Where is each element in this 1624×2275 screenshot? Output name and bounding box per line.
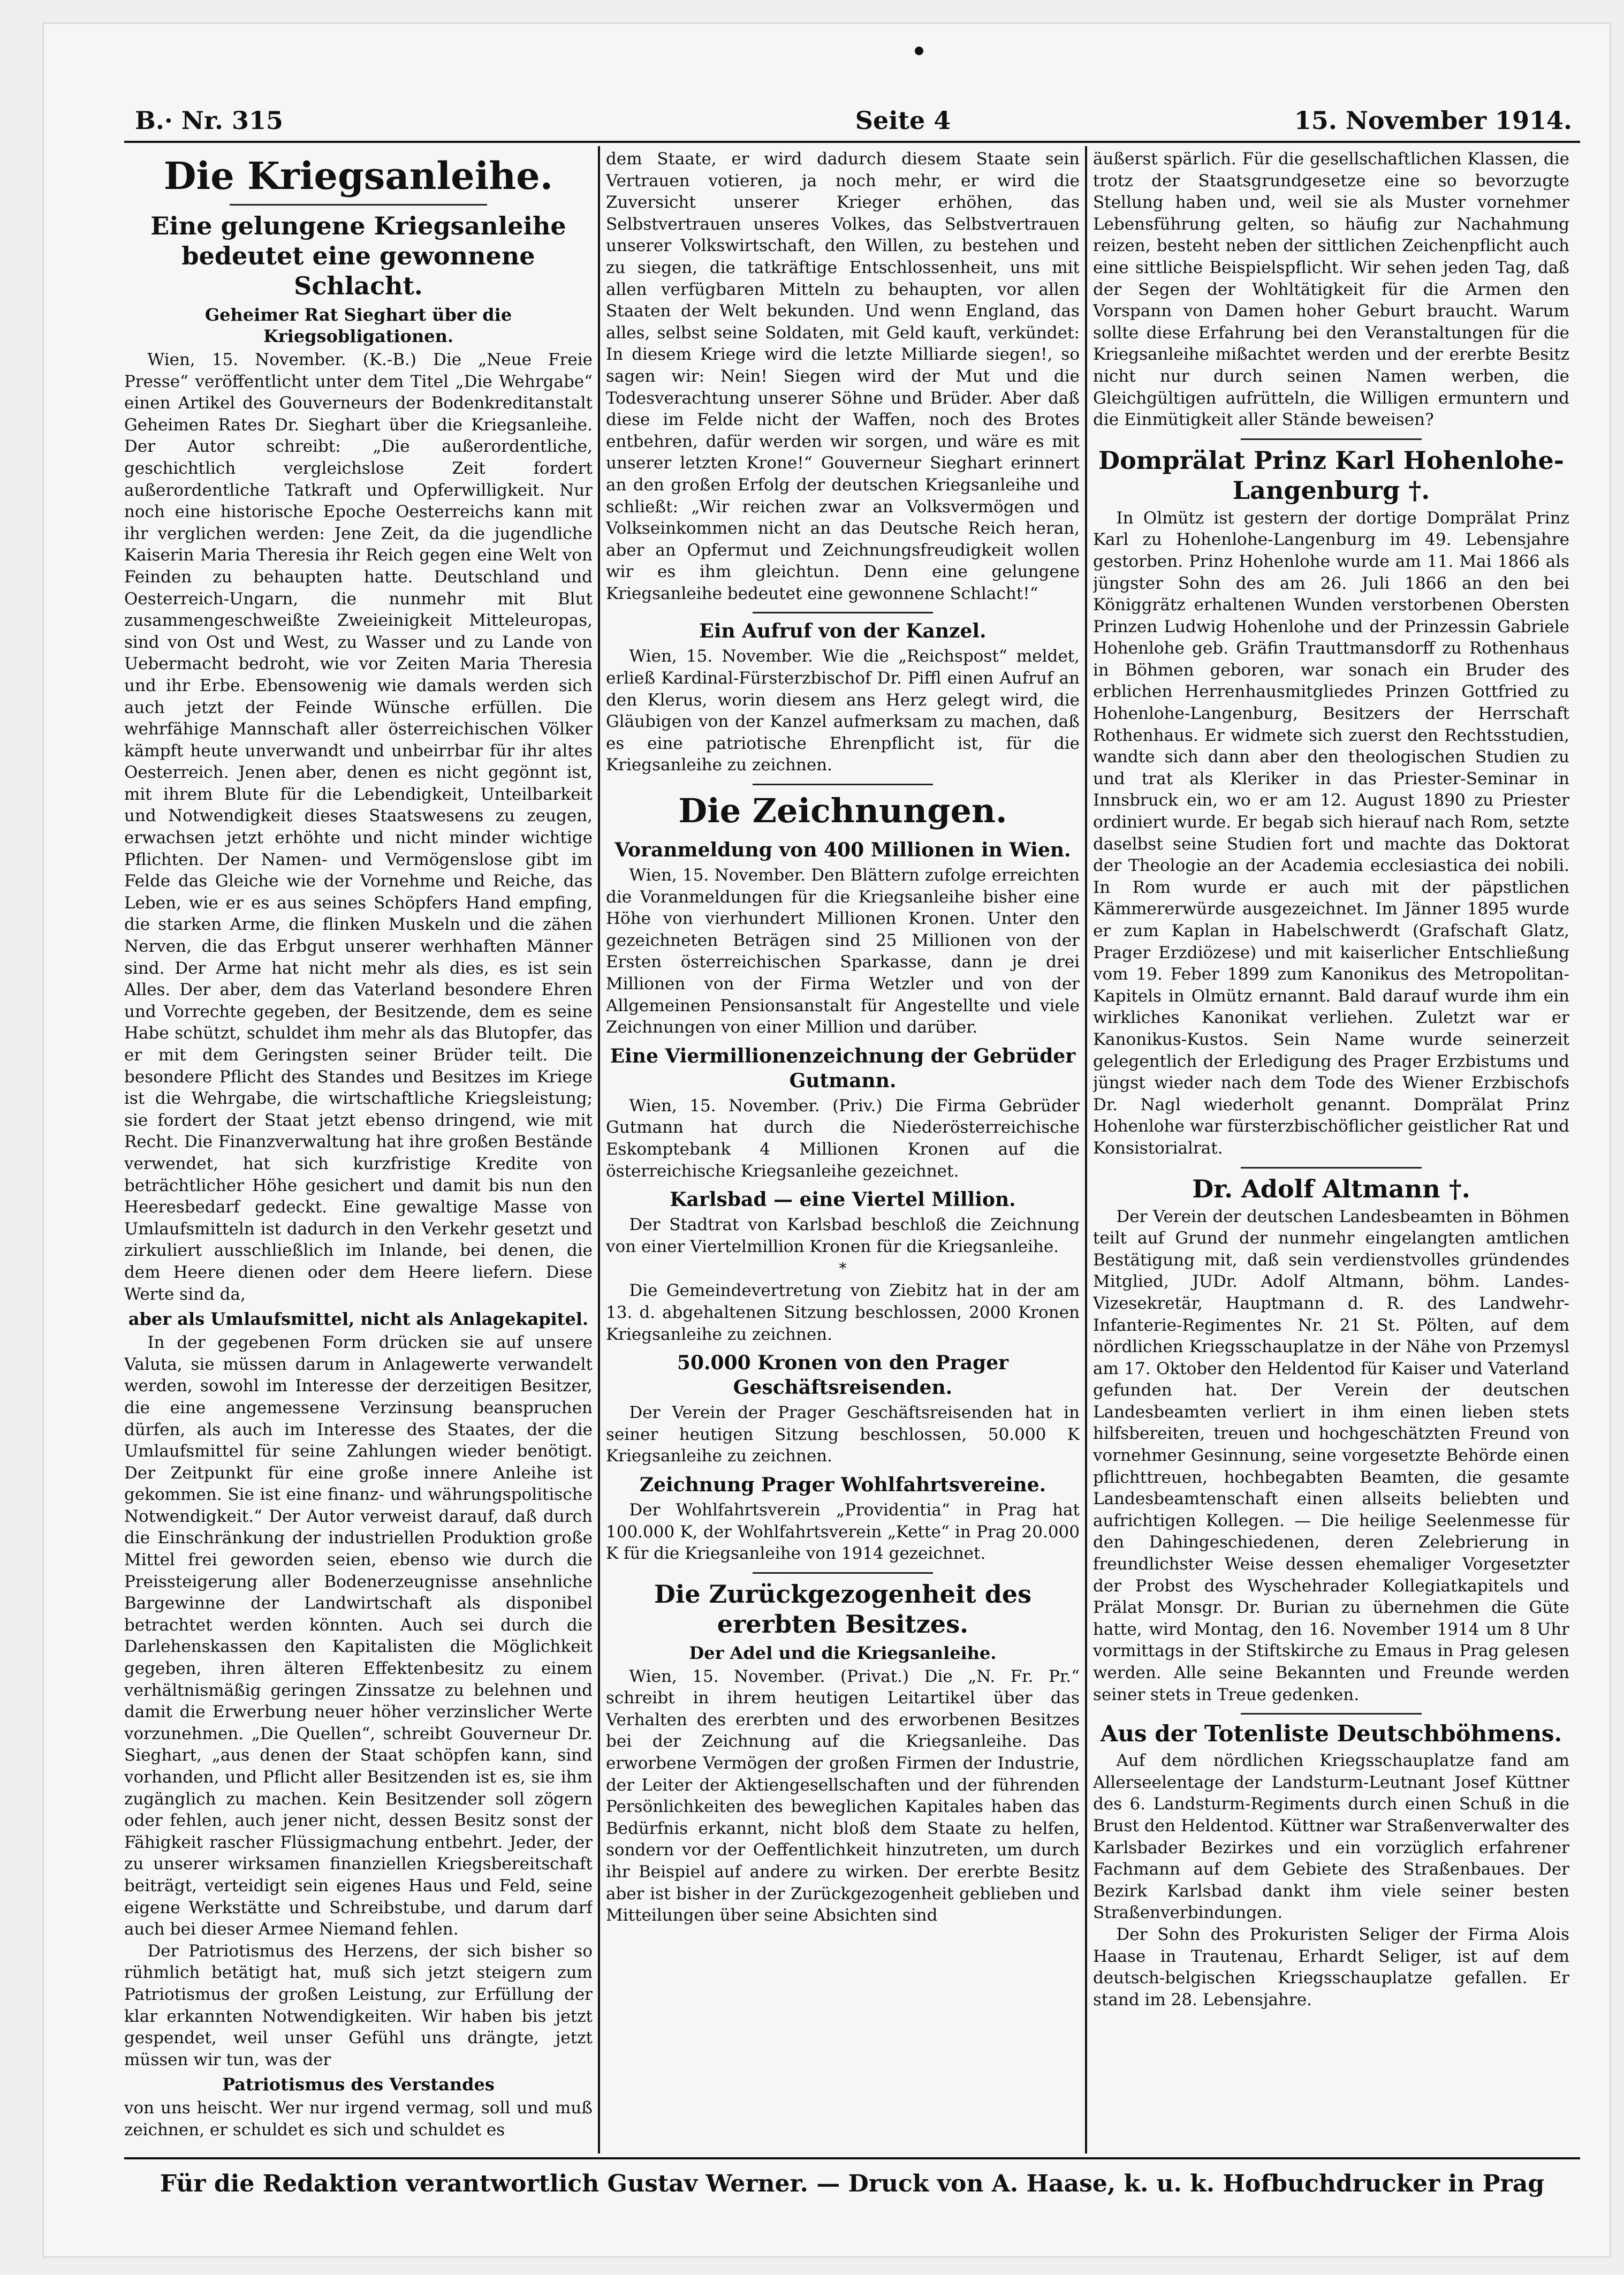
article-headline: Aus der Totenliste Deutschböhmens. bbox=[1100, 1720, 1562, 1747]
article-headline: Voranmeldung von 400 Millionen in Wien. bbox=[614, 839, 1071, 862]
article-subheadline: Der Adel und die Kriegsanleihe. bbox=[689, 1642, 997, 1663]
article-paragraph: Der Stadtrat von Karlsbad beschloß die Zeichnung von einer Viertelmillion Kronen für die Kriegsanleihe. bbox=[606, 1215, 1080, 1256]
page-number: Seite 4 bbox=[855, 106, 951, 135]
issue-number: B.· Nr. 315 bbox=[135, 106, 284, 135]
section-title: Die Kriegsanleihe. bbox=[163, 154, 553, 198]
article-paragraph: Wien, 15. November. (K.-B.) Die „Neue Freie Presse“ veröffentlicht unter dem Titel „Die Wehrgabe“ einen Artikel des Gouverneurs der Bodenkreditanstalt Geheimen Rates Dr. Sieghart über die Kriegsanleihe. Der Autor schreibt: „Die außerordentliche, geschichtlich vergleichslose Zeit fordert außerordentliche Tatkraft und Opferwilligkeit. Nur noch eine historische Epoche Oesterreichs kann mit ihr verglichen werden: Jene Zeit, da die jugendliche Kaiserin Maria Theresia ihr Reich gegen eine Welt von Feinden zu behaupten hatte. Deutschland und Oesterreich-Ungarn, die nunmehr mit Blut zusammengeschweißte Zweieinigkeit Mitteleuropas, sind von Ost und West, zu Wasser und zu Lande von Uebermacht bedroht, wie vor Zeiten Maria Theresia und ihr Erbe. Ebensowenig wie damals werden sich auch jetzt der Feinde Wünsche erfüllen. Die wehrfähige Mannschaft aller österreichischen Völker kämpft heute unverwandt und unbeirrbar für ihr altes Oesterreich. Jenen aber, denen es nicht gegönnt ist, mit ihrem Blute für die Lebendigkeit, Unteilbarkeit und Notwendigkeit dieses Staatswesens zu zeugen, erwachsen jetzt erhöhte und nicht minder wichtige Pflichten. Der Namen- und Vermögenslose gibt im Felde das Gleiche wie der Vornehme und Reiche, das Leben, wie er es aus seines Schöpfers Hand empfing, die starken Arme, die flinken Muskeln und die zähen Nerven, die das Erbgut unserer werhhaften Männer sind. Der Arme hat nicht mehr als dies, es ist sein Alles. Der aber, dem das Vaterland besondere Ehren und Vorrechte gegeben, der Besitzende, dem es seine Habe schützt, schuldet ihm mehr als das Blutopfer, das er mit dem Geringsten seiner Brüder teilt. Die besondere Pflicht des Standes und Besitzes im Kriege ist die Wehrgabe, die wirtschaftliche Kriegsleistung; sie fordert der Staat jetzt ebenso dringend, wie mit Recht. Die Finanzverwaltung hat ihre großen Bestände verwendet, hat sich kurzfristige Kredite von beträchtlicher Höhe gesichert und damit bis nun den Heeresbedarf gedeckt. Eine gewaltige Masse von Umlaufsmitteln ist dadurch in den Verkehr gesetzt und zirkuliert ausschließlich im Inlande, bei denen, die dem Heere dienen oder dem Heere liefern. Diese Werte sind da, bbox=[124, 350, 593, 1304]
ink-dot bbox=[915, 47, 923, 55]
article-headline: Eine gelungene Kriegsanleihe bedeutet eine gewonnene Schlacht. bbox=[150, 211, 566, 300]
issue-date: 15. November 1914. bbox=[1294, 106, 1572, 135]
article-paragraph: Auf dem nördlichen Kriegsschauplatze fand am Allerseelentage der Landsturm-Leutnant Josef Küttner des 6. Landsturm-Regiments durch einen Schuß in die Brust den Heldentod. Küttner war Straßenverwalter des Karlsbader Bezirkes und ein vorzüglich erfahrener Fachmann auf dem Gebiete des Straßenbaues. Der Bezirk Karlsbad dankt ihm viele seiner besten Straßenverbindungen. bbox=[1093, 1751, 1569, 1923]
article-rule bbox=[1241, 1167, 1422, 1169]
article-paragraph: Wien, 15. November. (Privat.) Die „N. Fr. Pr.“ schreibt in ihrem heutigen Leitartikel über das Verhalten des ererbten und des erworbenen Besitzes bei der Zeichnung auf die Kriegsanleihe. Das erworbene Vermögen der großen Firmen der Industrie, der Leiter der Aktiengesellschaften und der führenden Persönlichkeiten des beweglichen Kapitales haben das Bedürfnis erkannt, nicht bloß dem Staate zu helfen, sondern vor der Oeffentlichkeit hinzutreten, um durch ihr Beispiel auf andere zu wirken. Der ererbte Besitz aber ist bisher in der Zurückgezogenheit geblieben und Mitteilungen über seine Absichten sind bbox=[606, 1666, 1080, 1925]
imprint-footer: Für die Redaktion verantwortlich Gustav Werner. — Druck von A. Haase, k. u. k. Hofbuchdrucker in Prag bbox=[160, 2170, 1545, 2197]
article-headline: Karlsbad — eine Viertel Million. bbox=[670, 1188, 1016, 1211]
article-rule bbox=[753, 1572, 932, 1574]
section-title: Die Zeichnungen. bbox=[678, 791, 1007, 831]
column-divider bbox=[1085, 146, 1087, 2153]
bold-line: aber als Umlaufsmittel, nicht als Anlagekapitel. bbox=[128, 1309, 589, 1330]
article-paragraph: Der Sohn des Prokuristen Seliger der Firma Alois Haase in Trautenau, Erhardt Seliger, ist auf dem deutsch-belgischen Kriegsschauplatze gefallen. Er stand im 28. Lebensjahre. bbox=[1093, 1924, 1569, 2009]
article-paragraph: Wien, 15. November. (Priv.) Die Firma Gebrüder Gutmann hat durch die Niederösterreichische Eskomptebank 4 Millionen Kronen auf die österreichische Kriegsanleihe gezeichnet. bbox=[606, 1096, 1080, 1181]
footer-rule bbox=[124, 2157, 1580, 2159]
article-paragraph: Der Verein der deutschen Landesbeamten in Böhmen teilt auf Grund der nunmehr eingelangten amtlichen Bestätigung mit, daß sein verdienstvolles gründendes Mitglied, JUDr. Adolf Altmann, böhm. Landes-Vizesekretär, Hauptmann d. R. des Landwehr-Infanterie-Regimentes Nr. 21 St. Pölten, auf dem nördlichen Kriegsschauplatze in der Nähe von Przemysl am 17. Oktober den Heldentod für Kaiser und Vaterland gefunden hat. Der Verein der deutschen Landesbeamten verliert in ihm einen lieben stets hilfsbereiten, treuen und hochgeschätzten Freund von vornehmer Gesinnung, seine vorgesetzte Behörde einen pflichttreuen, hochbegabten Beamten, die gesamte Landesbeamtenschaft einen allseits beliebten und aufrichtigen Kollegen. — Die heilige Seelenmesse für den Dahingeschiedenen, deren Zelebrierung in freundlichster Weise dessen ehemaliger Vorgesetzter der Probst des Wyschehrader Kollegiatkapitels und Prälat Monsgr. Dr. Burian zu übernehmen die Güte hatte, wird Montag, den 16. November 1914 um 8 Uhr vormittags in der Stiftskirche zu Emaus in Prag gelesen werden. Alle seine Bekannten und Freunde werden seiner stets in Treue gedenken. bbox=[1093, 1207, 1569, 1704]
article-paragraph: In Olmütz ist gestern der dortige Domprälat Prinz Karl zu Hohenlohe-Langenburg im 49. Lebensjahre gestorben. Prinz Hohenlohe wurde am 11. Mai 1866 als jüngster Sohn des am 26. Juli 1866 an den bei Königgrätz erhaltenen Wunden verstorbenen Obersten Prinzen Ludwig Hohenlohe und der Prinzessin Gabriele Hohenlohe geb. Gräfin Trauttmansdorff zu Rothenhaus in Böhmen geboren, war sonach ein Bruder des erblichen Herrenhausmitgliedes Prinzen Gottfried zu Hohenlohe-Langenburg, Besitzers der Herrschaft Rothenhaus. Er widmete sich zuerst den Rechtsstudien, wandte sich dann aber den theologischen Studien zu und trat als Kleriker in das Priester-Seminar in Innsbruck ein, wo er am 12. August 1890 zu Priester ordiniert wurde. Er begab sich hierauf nach Rom, setzte daselbst seine Studien fort und machte das Doktorat der Theologie an der Academia ecclesiastica dei nobili. In Rom wurde er auch mit der päpstlichen Kämmererwürde ausgezeichnet. Im Jänner 1895 wurde er zum Kaplan in Habelschwerdt (Grafschaft Glatz, Prager Erzdiözese) und mit kaiserlicher Entschließung vom 19. Feber 1899 zum Kanonikus des Metropolitan-Kapitels in Olmütz ernannt. Bald darauf wurde ihm ein wirkliches Kanonikat verliehen. Zuletzt war er Kanonikus-Kustos. Sein Name wurde seinerzeit gelegentlich der Erledigung des Prager Erzbistums und jüngst wieder nach dem Tode des Wiener Erzbischofs Dr. Nagl wiederholt genannt. Domprälat Prinz Hohenlohe war fürsterzbischöflicher geistlicher Rat und Konsistorialrat. bbox=[1093, 508, 1569, 1158]
article-paragraph: dem Staate, er wird dadurch diesem Staate sein Vertrauen votieren, ja noch mehr, er wird die Zuversicht unserer Krieger erhöhen, das Selbstvertrauen unseres Volkes, das Selbstvertrauen unserer Volkswirtschaft, den Willen, zu bestehen und zu siegen, die tatkräftige Entschlossenheit, uns mit allen verfügbaren Mitteln zu behaupten, vor allen Staaten der Welt bekunden. Und wenn England, das alles, selbst seine Soldaten, mit Geld kauft, verkündet: In diesem Kriege wird die letzte Milliarde siegen!, so sagen wir: Nein! Siegen wird der Mut und die Todesverachtung unserer Söhne und Brüder. Aber daß diese im Felde nicht der Waffen, noch des Brotes entbehren, dafür werden wir sorgen, und wäre es mit unserer letzten Krone!“ Gouverneur Sieghart erinnert an den großen Erfolg der deutschen Kriegsanleihe und schließt: „Wir reichen zwar an Volksvermögen und Volkseinkommen nicht an das Deutsche Reich heran, aber an Opfermut und Zeichnungsfreudigkeit wollen wir es ihm gleichtun. Denn eine gelungene Kriegsanleihe bedeutet eine gewonnene Schlacht!“ bbox=[606, 149, 1080, 603]
article-headline: Domprälat Prinz Karl Hohenlohe-Langenburg †. bbox=[1098, 445, 1564, 505]
article-paragraph: Die Gemeindevertretung von Ziebitz hat in der am 13. d. abgehaltenen Sitzung beschlossen, 2000 Kronen Kriegsanleihe zu zeichnen. bbox=[606, 1281, 1080, 1344]
article-headline: Dr. Adolf Altmann †. bbox=[1192, 1174, 1470, 1203]
article-rule bbox=[1241, 1713, 1422, 1715]
header-rule bbox=[124, 141, 1580, 143]
column-1 bbox=[124, 148, 593, 2150]
article-rule bbox=[753, 784, 932, 785]
article-headline: Ein Aufruf von der Kanzel. bbox=[699, 620, 986, 643]
separator-star: * bbox=[839, 1260, 847, 1278]
title-rule bbox=[230, 204, 487, 206]
article-headline: 50.000 Kronen von den Prager Geschäftsreisenden. bbox=[677, 1352, 1009, 1399]
article-rule bbox=[753, 612, 932, 613]
article-paragraph: äußerst spärlich. Für die gesellschaftlichen Klassen, die trotz der Staatsgrundgesetze eine so bevorzugte Stellung haben und, weil sie als Muster vornehmer Lebensführung gelten, so häufig zur Nachahmung reizen, besteht neben der sittlichen Zeichenpflicht auch eine sittliche Beispielspflicht. Wir sehen jeden Tag, daß der Segen der Wohltätigkeit für die Armen den Vorspann von Damen hoher Geburt braucht. Warum sollte diese Erfahrung bei den Veranstaltungen für die Kriegsanleihe mißachtet werden und der ererbte Besitz nicht nur durch seinen Namen werben, die Gleichgültigen aufrütteln, die Willigen ermuntern und die Einmütigkeit aller Stände beweisen? bbox=[1093, 149, 1569, 430]
column-2 bbox=[606, 148, 1080, 2150]
article-headline: Zeichnung Prager Wohlfahrtsvereine. bbox=[639, 1473, 1046, 1496]
article-paragraph: Wien, 15. November. Wie die „Reichspost“ meldet, erließ Kardinal-Fürsterzbischof Dr. Piffl einen Aufruf an den Klerus, worin diesem ans Herz gelegt wird, die Gläubigen von der Kanzel aufmerksam zu machen, daß es eine patriotische Ehrenpflicht ist, für die Kriegsanleihe zu zeichnen. bbox=[606, 647, 1080, 775]
article-paragraph: Wien, 15. November. Den Blättern zufolge erreichten die Voranmeldungen für die Kriegsanleihe bisher eine Höhe von vierhundert Millionen Kronen. Unter den gezeichneten Beträgen sind 25 Millionen von der Ersten österreichischen Sparkasse, dann je drei Millionen von der Firma Wetzler und von der Allgemeinen Pensionsanstalt für Angestellte und viele Zeichnungen von einer Million und darüber. bbox=[606, 866, 1080, 1037]
article-subheadline: Geheimer Rat Sieghart über die Kriegsobligationen. bbox=[204, 305, 512, 346]
article-rule bbox=[1241, 438, 1422, 440]
article-paragraph: Der Patriotismus des Herzens, der sich bisher so rühmlich betätigt hat, muß sich jetzt steigern zum Patriotismus der großen Leistung, zur Erfüllung der klar erkannten Notwendigkeiten. Wir haben bis jetzt gespendet, weil unser Gefühl uns drängte, jetzt müssen wir tun, was der bbox=[124, 1941, 593, 2069]
column-divider bbox=[598, 146, 600, 2153]
newspaper-page bbox=[44, 24, 1610, 2256]
column-3 bbox=[1093, 148, 1569, 2150]
article-paragraph: In der gegebenen Form drücken sie auf unsere Valuta, sie müssen darum in Anlagewerte verwandelt werden, sowohl im Interesse der derzeitigen Besitzer, die eine angemessene Verzinsung beanspruchen dürfen, als auch im Interesse des Staates, der die Umlaufsmittel für seine Zahlungen wieder benötigt. Der Zeitpunkt für eine große innere Anleihe ist gekommen. Sie ist eine finanz- und währungspolitische Notwendigkeit.“ Der Autor verweist darauf, daß durch die Einschränkung der industriellen Produktion große Mittel frei geworden seien, ebenso wie durch die Preissteigerung aller Bodenerzeugnisse ansehnliche Bargewinne der Landwirtschaft als disponibel betrachtet werden könnten. Auch sei durch die Darlehenskassen den Kapitalisten die Möglichkeit gegeben, ihren älteren Effektenbesitz zu einem verhältnismäßig geringen Zinssatze zu belehnen und damit die Erwerbung neuer höher verzinslicher Werte vorzunehmen. „Die Quellen“, schreibt Gouverneur Dr. Sieghart, „aus denen der Staat schöpfen kann, sind vorhanden, und Pflicht aller Besitzenden ist es, sie ihm zugänglich zu machen. Kein Besitzender soll zögern oder fehlen, auch jener nicht, dessen Besitz sonst der Fähigkeit rascher Flüssigmachung entbehrt. Jeder, der zu unserer wirksamen finanziellen Kriegsbereitschaft beiträgt, verteidigt sein eigenes Haus und Feld, seine eigene Werkstätte und Schreibstube, und darum darf auch bei dieser Armee Niemand fehlen. bbox=[124, 1333, 593, 1939]
article-headline: Eine Viermillionenzeichnung der Gebrüder Gutmann. bbox=[610, 1044, 1076, 1092]
article-paragraph: Der Wohlfahrtsverein „Providentia“ in Prag hat 100.000 K, der Wohlfahrtsverein „Kette“ in Prag 20.000 K für die Kriegsanleihe von 1914 gezeichnet. bbox=[606, 1500, 1080, 1564]
article-headline: Die Zurückgezogenheit des ererbten Besitzes. bbox=[654, 1579, 1032, 1639]
article-paragraph: Der Verein der Prager Geschäftsreisenden hat in seiner heutigen Sitzung beschlossen, 50.000 K Kriegsanleihe zu zeichnen. bbox=[606, 1403, 1080, 1466]
bold-line: Patriotismus des Verstandes bbox=[222, 2074, 495, 2095]
article-paragraph: von uns heischt. Wer nur irgend vermag, soll und muß zeichnen, er schuldet es sich und schuldet es bbox=[124, 2098, 593, 2140]
